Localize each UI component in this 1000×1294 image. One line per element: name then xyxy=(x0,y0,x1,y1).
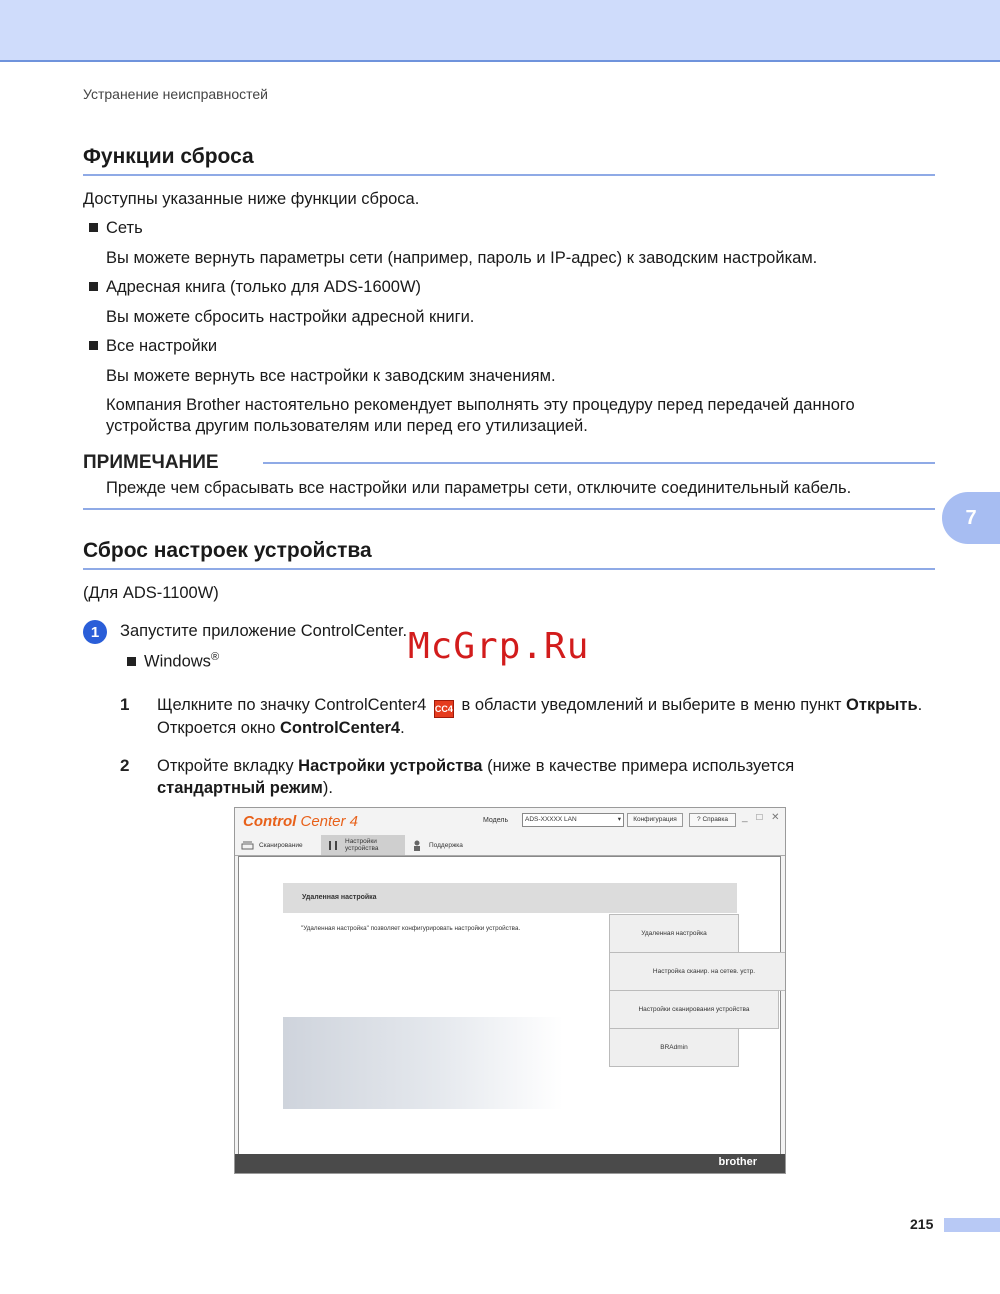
note-text: Прежде чем сбрасывать все настройки или параметры сети, отключите соединительный кабель. xyxy=(106,479,852,497)
section-title-device-reset: Сброс настроек устройства xyxy=(83,539,372,562)
page-number-bar xyxy=(944,1218,1000,1232)
recommendation-line: устройства другим пользователям или перед его утилизацией. xyxy=(106,417,588,435)
app-tabs xyxy=(235,835,785,856)
substep-text: Откройте вкладку Настройки устройства (ниже в качестве примера используется xyxy=(157,757,795,775)
watermark: McGrp.Ru xyxy=(408,626,590,667)
model-note: (Для ADS-1100W) xyxy=(83,584,219,602)
section-rule xyxy=(83,568,935,570)
bullet-icon xyxy=(127,657,136,666)
tab-scan[interactable]: Сканирование xyxy=(241,835,303,855)
substep-number: 1 xyxy=(120,695,130,714)
config-button[interactable]: Конфигурация xyxy=(627,813,683,827)
list-item-desc: Вы можете сбросить настройки адресной книги. xyxy=(106,308,475,326)
network-scan-setup-button[interactable]: Настройка сканир. на сетев. устр. xyxy=(609,952,786,991)
tab-device-settings[interactable]: Настройки устройства xyxy=(321,835,405,855)
chapter-tab: 7 xyxy=(942,492,1000,544)
section-title-reset-functions: Функции сброса xyxy=(83,145,254,168)
model-select[interactable]: ADS-XXXXX LAN ▾ xyxy=(522,813,624,827)
step-text: Запустите приложение ControlCenter. xyxy=(120,622,408,640)
bullet-icon xyxy=(89,341,98,350)
section-rule xyxy=(83,174,935,176)
window-controls[interactable]: _ □ ✕ xyxy=(742,812,783,823)
panel-description: "Удаленная настройка" позволяет конфигурировать настройки устройства. xyxy=(301,925,521,932)
note-bottom-rule xyxy=(83,508,935,510)
list-item: Адресная книга (только для ADS-1600W) xyxy=(89,278,421,297)
bradmin-button[interactable]: BRAdmin xyxy=(609,1028,739,1067)
header-rule xyxy=(0,60,1000,62)
step-number-badge: 1 xyxy=(83,620,107,644)
app-main-panel xyxy=(238,856,781,1155)
substep-text: Щелкните по значку ControlCenter4 CC4 в области уведомлений и выберите в меню пункт Открыть. xyxy=(157,696,922,718)
device-scan-settings-button[interactable]: Настройки сканирования устройства xyxy=(609,990,779,1029)
recommendation-line: Компания Brother настоятельно рекомендует выполнять эту процедуру перед передачей данного xyxy=(106,396,855,414)
page-number: 215 xyxy=(910,1216,934,1232)
tools-icon xyxy=(327,840,340,851)
substep-number: 2 xyxy=(120,756,130,775)
controlcenter-window xyxy=(234,807,786,1174)
substep-text: стандартный режим). xyxy=(157,779,333,797)
panel-header: Удаленная настройка xyxy=(283,883,737,913)
intro-text: Доступны указанные ниже функции сброса. xyxy=(83,190,420,208)
note-title: ПРИМЕЧАНИЕ xyxy=(83,452,219,473)
list-item: Сеть xyxy=(89,219,143,238)
list-item-desc: Вы можете вернуть все настройки к заводским значениям. xyxy=(106,367,556,385)
brand-logo: brother xyxy=(718,1156,757,1168)
help-button[interactable]: ? Справка xyxy=(689,813,736,827)
person-icon xyxy=(411,840,424,851)
breadcrumb: Устранение неисправностей xyxy=(83,86,268,102)
app-footer xyxy=(235,1154,785,1173)
note-rule xyxy=(263,462,935,464)
app-logo: Control Center 4 xyxy=(243,813,359,830)
substep-text: Откроется окно ControlCenter4. xyxy=(157,719,405,737)
scanner-icon xyxy=(241,840,254,851)
list-item: Все настройки xyxy=(89,337,217,356)
header-band xyxy=(0,0,1000,60)
controlcenter-tray-icon: CC4 xyxy=(434,700,454,718)
remote-setup-button[interactable]: Удаленная настройка xyxy=(609,914,739,953)
list-item-desc: Вы можете вернуть параметры сети (например, пароль и IP-адрес) к заводским настройкам. xyxy=(106,249,818,267)
bullet-icon xyxy=(89,282,98,291)
tab-support[interactable]: Поддержка xyxy=(411,835,463,855)
model-label: Модель xyxy=(483,817,509,824)
bullet-icon xyxy=(89,223,98,232)
os-label: Windows® xyxy=(127,651,219,672)
tools-illustration xyxy=(283,1017,563,1109)
